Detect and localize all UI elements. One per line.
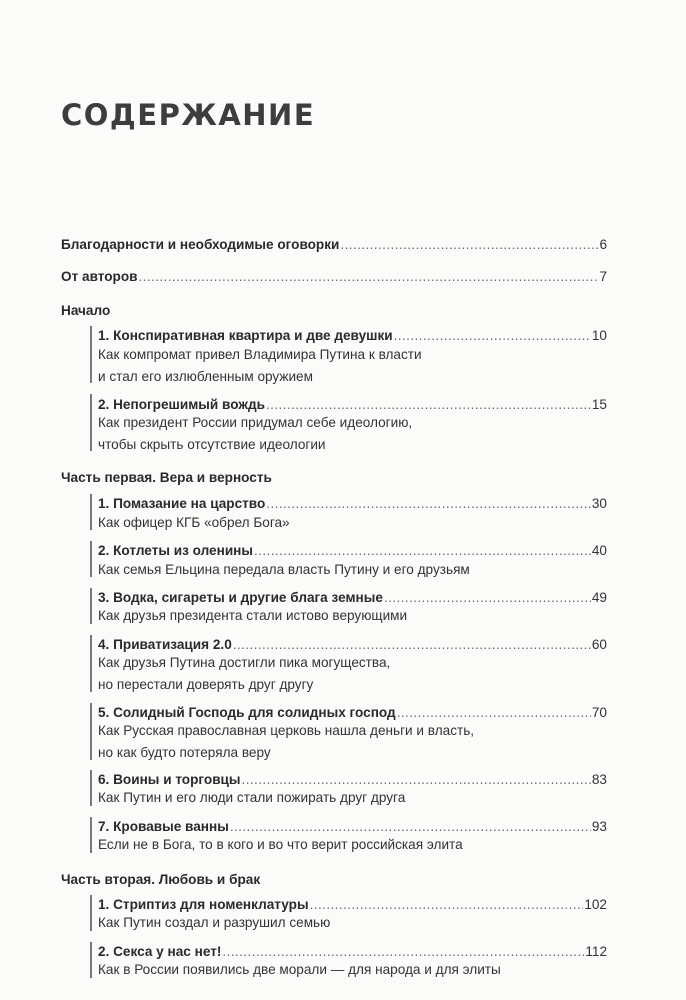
leader-dots (384, 589, 591, 607)
description-line: Как Путин и его люди стали пожирать друг друга (98, 790, 406, 805)
description-line: Как Путин создал и разрушил семью (98, 915, 331, 930)
chapter-description (98, 834, 463, 856)
description-line: Если не в Бога, то в кого и во что верит российская элита (98, 837, 463, 852)
chapter-description (98, 787, 405, 809)
entry-label: 5. Солидный Господь для солидных господ (98, 705, 396, 720)
chapter-marker (90, 942, 92, 978)
chapter-marker (90, 635, 92, 692)
toc-entry-acknowledgements[interactable] (61, 236, 607, 254)
entry-page: 7 (599, 269, 607, 284)
entry-label: 2. Секса у нас нет! (98, 944, 222, 959)
toc-entry-chapter[interactable] (98, 495, 607, 513)
chapter-description (98, 559, 470, 581)
description-line: чтобы скрыть отсутствие идеологии (98, 437, 326, 452)
description-line: Как компромат привел Владимира Путина к власти (98, 347, 422, 362)
entry-label: 4. Приватизация 2.0 (98, 637, 232, 652)
toc-entry-from-authors[interactable] (61, 268, 607, 286)
chapter-description (98, 344, 422, 388)
description-line: Как друзья Путина достигли пика могущества, (98, 655, 391, 670)
entry-label: 2. Непогрешимый вождь (98, 397, 265, 412)
chapter-description (98, 652, 390, 696)
entry-page: 49 (591, 590, 607, 605)
entry-label: От авторов (61, 269, 138, 284)
description-line: Как друзья президента стали истово верующими (98, 608, 408, 623)
entry-page: 60 (591, 637, 607, 652)
entry-page: 15 (591, 397, 607, 412)
leader-dots (394, 327, 591, 345)
entry-page: 30 (591, 496, 607, 511)
entry-label: 1. Стриптиз для номенклатуры (98, 897, 309, 912)
entry-page: 6 (599, 237, 607, 252)
chapter-marker (90, 588, 92, 624)
entry-label: 2. Котлеты из оленины (98, 543, 253, 558)
entry-page: 83 (591, 772, 607, 787)
chapter-description (98, 912, 330, 934)
toc-entry-chapter[interactable] (98, 542, 607, 560)
description-line: Как семья Ельцина передала власть Путину и его друзьям (98, 562, 470, 577)
chapter-marker (90, 394, 92, 451)
chapter-description (98, 412, 412, 456)
chapter-marker (90, 770, 92, 806)
leader-dots (139, 268, 599, 286)
description-line: Как офицер КГБ «обрел Бога» (98, 515, 290, 530)
entry-label: 3. Водка, сигареты и другие блага земные (98, 590, 383, 605)
section-heading: Начало (61, 303, 111, 318)
chapter-marker (90, 817, 92, 853)
leader-dots (266, 495, 591, 513)
section-heading: Часть первая. Вера и верность (61, 470, 272, 485)
description-line: Как президент России придумал себе идеологию, (98, 415, 413, 430)
chapter-description (98, 959, 501, 981)
leader-dots (340, 236, 598, 254)
page-title: СОДЕРЖАНИЕ (61, 98, 316, 132)
description-line: но как будто потеряла веру (98, 745, 271, 760)
description-line: но перестали доверять друг другу (98, 677, 314, 692)
entry-label: 1. Конспиративная квартира и две девушки (98, 328, 393, 343)
toc-entry-chapter[interactable] (98, 327, 607, 345)
description-line: и стал его излюбленным оружием (98, 369, 313, 384)
chapter-marker (90, 494, 92, 530)
entry-label: 6. Воины и торговцы (98, 772, 241, 787)
description-line: Как в России появились две морали — для народа и для элиты (98, 962, 501, 977)
entry-label: 7. Кровавые ванны (98, 819, 229, 834)
entry-page: 10 (591, 328, 607, 343)
entry-page: 70 (591, 705, 607, 720)
entry-page: 40 (591, 543, 607, 558)
chapter-description (98, 605, 407, 627)
chapter-marker (90, 541, 92, 577)
leader-dots (310, 896, 584, 914)
entry-label: 1. Помазание на царство (98, 496, 266, 511)
chapter-marker (90, 703, 92, 760)
entry-label: Благодарности и необходимые оговорки (61, 237, 340, 252)
entry-page: 112 (585, 944, 607, 959)
description-line: Как Русская православная церковь нашла деньги и власть, (98, 723, 475, 738)
entry-page: 93 (591, 819, 607, 834)
chapter-marker (90, 326, 92, 383)
leader-dots (254, 542, 591, 560)
chapter-marker (90, 895, 92, 931)
entry-page: 102 (584, 897, 607, 912)
chapter-description (98, 512, 290, 534)
chapter-description (98, 720, 474, 764)
section-heading: Часть вторая. Любовь и брак (61, 872, 261, 887)
